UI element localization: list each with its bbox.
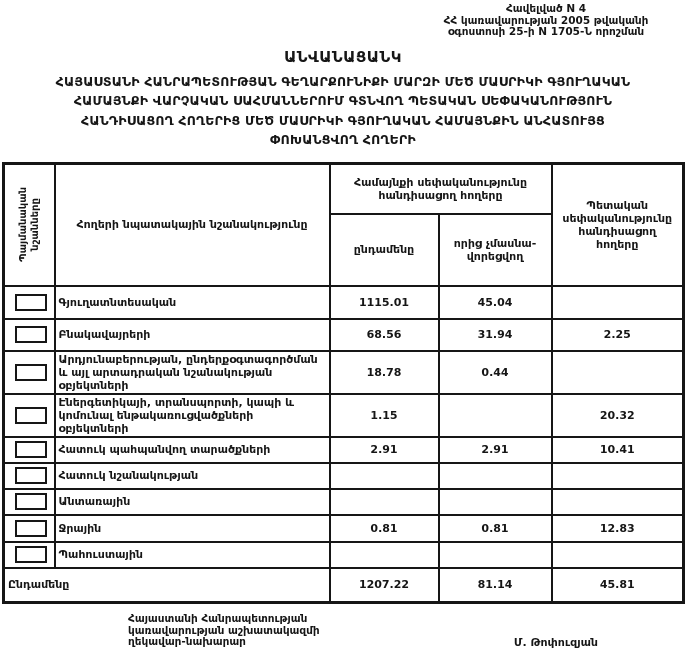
community-total-value [330, 489, 439, 515]
table-total-row [4, 568, 684, 603]
table-row [4, 319, 684, 351]
row-checkbox-cell [4, 351, 55, 394]
header-symbols [4, 163, 55, 286]
row-label: Հատուկ պահպանվող տարածքների [55, 437, 330, 463]
state-value: 12.83 [552, 515, 684, 542]
grand-total-label: Ընդամենը [4, 568, 330, 603]
document-title [0, 72, 686, 150]
state-value: 20.32 [552, 394, 684, 437]
row-label: Գյուղատնտեսական [55, 286, 330, 319]
table-row [4, 351, 684, 394]
row-checkbox-cell [4, 437, 55, 463]
state-value [552, 286, 684, 319]
row-label: Անտառային [55, 489, 330, 515]
community-total-value [330, 542, 439, 568]
community-total-value [330, 463, 439, 489]
community-total-value: 68.56 [330, 319, 439, 351]
table-row [4, 515, 684, 542]
header-total: ընդամենը [330, 214, 439, 286]
row-checkbox-cell [4, 463, 55, 489]
not-privatized-value [439, 463, 552, 489]
checkbox-icon [15, 467, 47, 484]
not-privatized-value: 2.91 [439, 437, 552, 463]
header-purpose: Հողերի նպատակային նշանակությունը [55, 163, 330, 286]
signature-block [0, 614, 686, 649]
row-label: Բնակավայրերի [55, 319, 330, 351]
row-checkbox-cell [4, 319, 55, 351]
checkbox-icon [15, 326, 47, 343]
table-row [4, 394, 684, 437]
table-row [4, 463, 684, 489]
signer-title-line-1: Հայաստանի Հանրապետության [128, 613, 308, 625]
table-row [4, 286, 684, 319]
header-symbols-label: Պայմանական նշանները [17, 187, 41, 262]
checkbox-icon [15, 441, 47, 458]
row-checkbox-cell [4, 394, 55, 437]
state-value [552, 489, 684, 515]
row-checkbox-cell [4, 542, 55, 568]
community-total-value: 2.91 [330, 437, 439, 463]
land-table [2, 162, 685, 605]
state-value: 10.41 [552, 437, 684, 463]
signer-name: Մ. Թոփուզյան [513, 635, 598, 649]
state-value [552, 351, 684, 394]
document-title-line-4: ՓՈԽԱՆՑՎՈՂ ՀՈՂԵՐԻ [270, 132, 416, 147]
checkbox-icon [15, 520, 47, 537]
signer-title [128, 614, 320, 649]
state-value: 2.25 [552, 319, 684, 351]
grand-not-privatized-value: 81.14 [439, 568, 552, 603]
header-state: Պետական սեփականությունը հանդիսացող հողերը [552, 163, 684, 286]
table-row [4, 489, 684, 515]
community-total-value: 1.15 [330, 394, 439, 437]
table-row [4, 437, 684, 463]
grand-state-value: 45.81 [552, 568, 684, 603]
row-checkbox-cell [4, 489, 55, 515]
community-total-value: 0.81 [330, 515, 439, 542]
not-privatized-value: 0.81 [439, 515, 552, 542]
annex-line-3: օգոստոսի 25-ի N 1705-Ն որոշման [447, 26, 645, 38]
row-label: Հատուկ նշանակության [55, 463, 330, 489]
signer-title-line-3: ղեկավար-նախարար [128, 636, 246, 648]
annex-reference [408, 4, 684, 39]
checkbox-icon [15, 364, 47, 381]
community-total-value: 18.78 [330, 351, 439, 394]
not-privatized-value: 45.04 [439, 286, 552, 319]
annex-line-2: ՀՀ կառավարության 2005 թվականի [443, 14, 649, 27]
row-label: Ջրային [55, 515, 330, 542]
table-row [4, 542, 684, 568]
row-label: Արդյունաբերության, ընդերքօգտագործման և այլ արտադրական նշանակության օբյեկտների [55, 351, 330, 394]
signer-title-line-2: կառավարության աշխատակազմի [128, 624, 320, 637]
scanned-document-page [0, 4, 686, 650]
document-title-line-1: ՀԱՅԱՍՏԱՆԻ ՀԱՆՐԱՊԵՏՈՒԹՅԱՆ ԳԵՂԱՐՔՈՒՆԻՔԻ ՄԱՐԶԻ ՄԵԾ ՄԱՍՐԻԿԻ ԳՅՈՒՂԱԿԱՆ [55, 73, 631, 89]
not-privatized-value [439, 542, 552, 568]
state-value [552, 542, 684, 568]
checkbox-icon [15, 407, 47, 424]
annex-line-1: Հավելված N 4 [505, 3, 587, 15]
checkbox-icon [15, 493, 47, 510]
community-total-value: 1115.01 [330, 286, 439, 319]
not-privatized-value [439, 394, 552, 437]
row-checkbox-cell [4, 515, 55, 542]
not-privatized-value: 31.94 [439, 319, 552, 351]
not-privatized-value [439, 489, 552, 515]
document-title-line-3: ՀԱՆԴԻՍԱՑՈՂ ՀՈՂԵՐԻՑ ՄԵԾ ՄԱՍՐԻԿԻ ԳՅՈՒՂԱԿԱՆ ՀԱՄԱՅՆՔԻՆ ԱՆՀԱՏՈՒՅՑ [81, 112, 605, 128]
table-header-row-1 [4, 163, 684, 214]
row-checkbox-cell [4, 286, 55, 319]
checkbox-icon [15, 294, 47, 311]
state-value [552, 463, 684, 489]
page-title: ԱՆՎԱՆԱՑԱՆԿ [284, 47, 402, 66]
not-privatized-value: 0.44 [439, 351, 552, 394]
checkbox-icon [15, 546, 47, 563]
row-label: Պահուստային [55, 542, 330, 568]
header-not-privatized: որից չմասնա-վորեցվող [439, 214, 552, 286]
row-label: Էներգետիկայի, տրանսպորտի, կապի և կոմունալ ենթակառուցվածքների օբյեկտների [55, 394, 330, 437]
header-community-group: Համայնքի սեփականությունը հանդիսացող հողերը [330, 163, 552, 214]
grand-community-total-value: 1207.22 [330, 568, 439, 603]
document-title-line-2: ՀԱՄԱՅՆՔԻ ՎԱՐՉԱԿԱՆ ՍԱՀՄԱՆՆԵՐՈՒՄ ԳՏՆՎՈՂ ՊԵՏԱԿԱՆ ՍԵՓԱԿԱՆՈՒԹՅՈՒՆ [73, 93, 613, 108]
